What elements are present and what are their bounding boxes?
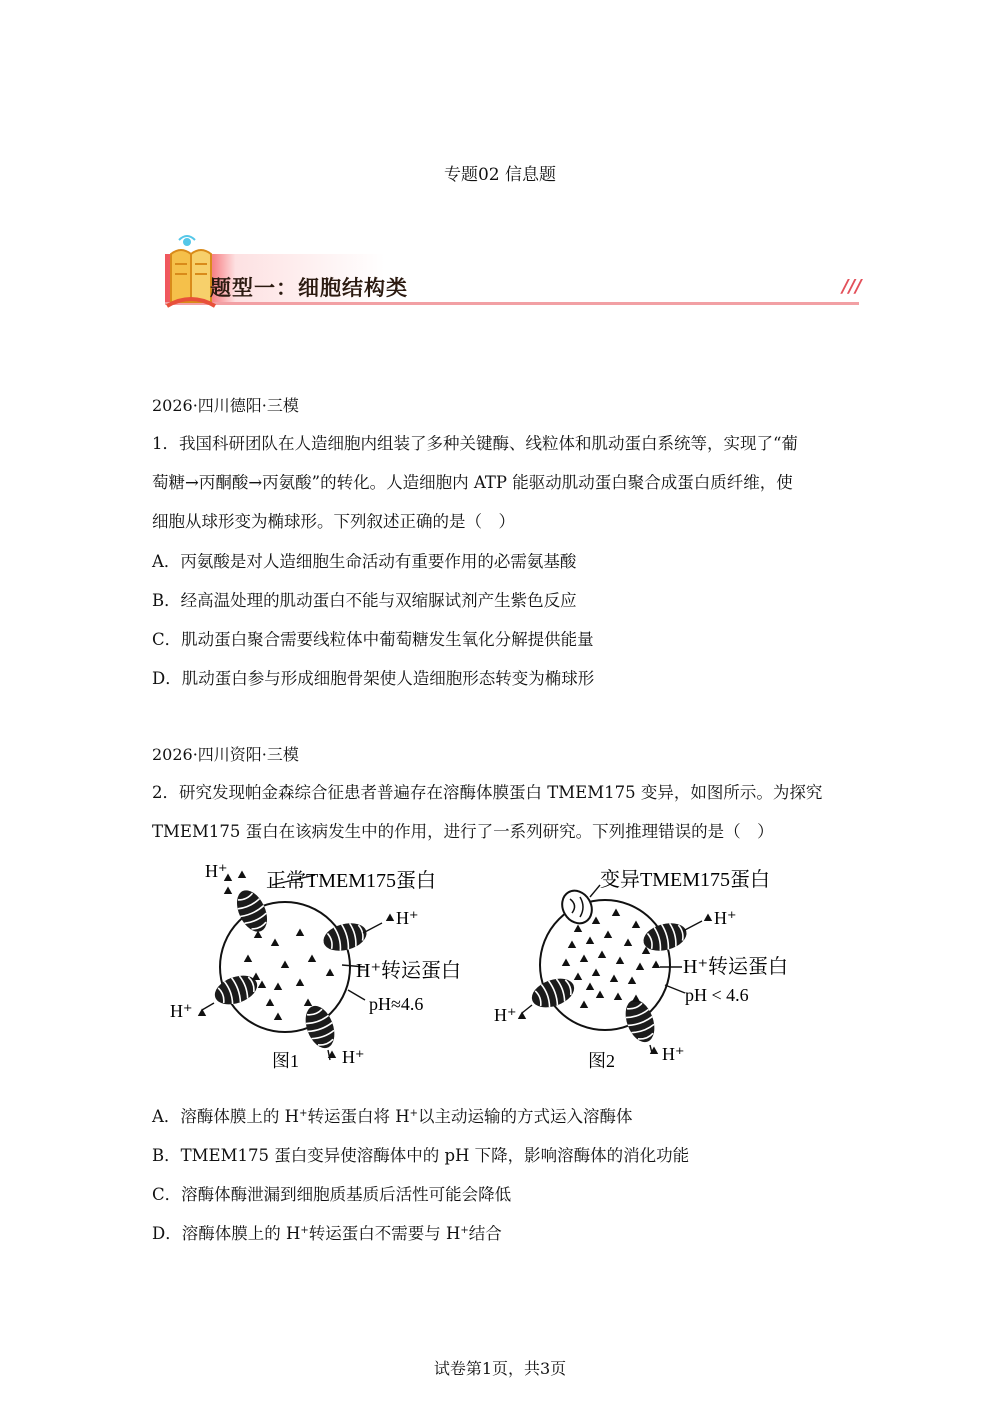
fig1-ion-top: H⁺ bbox=[205, 861, 228, 881]
q2-option-b[interactable]: B．TMEM175 蛋白变异使溶酶体中的 pH 下降，影响溶酶体的消化功能 bbox=[152, 1146, 690, 1165]
q1-option-b[interactable]: B．经高温处理的肌动蛋白不能与双缩脲试剂产生紫色反应 bbox=[152, 591, 577, 610]
fig2-ion-bottom: H⁺ bbox=[662, 1044, 685, 1064]
fig1-transporter-1 bbox=[320, 919, 369, 956]
q2-stem-line-2: TMEM175 蛋白在该病发生中的作用，进行了一系列研究。下列推理错误的是（ ） bbox=[152, 822, 774, 841]
fig1-tmem175-protein bbox=[231, 886, 273, 937]
fig2-transporter-3 bbox=[620, 996, 659, 1046]
q2-stem-line-1: 2．研究发现帕金森综合征患者普遍存在溶酶体膜蛋白 TMEM175 变异，如图所示。为探究 bbox=[152, 783, 823, 802]
figure-2 bbox=[494, 868, 788, 1071]
q2-option-c[interactable]: C．溶酶体酶泄漏到细胞质基质后活性可能会降低 bbox=[152, 1185, 512, 1204]
q1-stem-line-2: 萄糖→丙酮酸→丙氨酸”的转化。人造细胞内 ATP 能驱动肌动蛋白聚合成蛋白质纤维，使 bbox=[152, 473, 793, 492]
section-banner-title: 题型一：细胞结构类 bbox=[210, 276, 408, 300]
fig2-ph-label: pH < 4.6 bbox=[685, 985, 749, 1005]
fig1-caption: 图1 bbox=[272, 1051, 299, 1071]
fig2-ion-right: H⁺ bbox=[714, 908, 737, 928]
banner-decoration: /// bbox=[842, 276, 862, 297]
fig2-transporter-label: H⁺转运蛋白 bbox=[683, 956, 788, 978]
q1-stem-line-1: 1．我国科研团队在人造细胞内组装了多种关键酶、线粒体和肌动蛋白系统等，实现了“葡 bbox=[152, 434, 798, 453]
fig1-ion-bottom: H⁺ bbox=[342, 1047, 365, 1067]
book-icon bbox=[167, 236, 215, 306]
q1-option-c[interactable]: C．肌动蛋白聚合需要线粒体中葡萄糖发生氧化分解提供能量 bbox=[152, 630, 594, 649]
page-footer: 试卷第1页，共3页 bbox=[433, 1359, 567, 1378]
fig2-ion-left: H⁺ bbox=[494, 1005, 517, 1025]
q1-option-d[interactable]: D．肌动蛋白参与形成细胞骨架使人造细胞形态转变为椭球形 bbox=[152, 669, 595, 688]
lysosome-figure bbox=[160, 855, 850, 1075]
q1-option-a[interactable]: A．丙氨酸是对人造细胞生命活动有重要作用的必需氨基酸 bbox=[152, 552, 577, 571]
fig1-ion-left: H⁺ bbox=[170, 1001, 193, 1021]
q1-source: 2026·四川德阳·三模 bbox=[152, 396, 299, 415]
q2-option-a[interactable]: A．溶酶体膜上的 H+转运蛋白将 H+以主动运输的方式运入溶酶体 bbox=[152, 1107, 633, 1126]
fig2-protein-label: 变异TMEM175蛋白 bbox=[600, 869, 770, 891]
q2-source: 2026·四川资阳·三模 bbox=[152, 745, 299, 764]
fig1-ion-right: H⁺ bbox=[396, 908, 419, 928]
fig2-transporter-2 bbox=[528, 973, 578, 1012]
document-title: 专题02 信息题 bbox=[443, 165, 557, 185]
q1-stem-line-3: 细胞从球形变为椭球形。下列叙述正确的是（ ） bbox=[152, 512, 515, 531]
fig2-caption: 图2 bbox=[588, 1051, 615, 1071]
fig1-protein-label: 正常TMEM175蛋白 bbox=[266, 870, 436, 892]
fig1-transporter-2 bbox=[211, 970, 261, 1009]
fig2-mutant-tmem175-protein bbox=[556, 885, 597, 928]
fig1-transporter-label: H⁺转运蛋白 bbox=[356, 960, 461, 982]
fig1-ph-label: pH≈4.6 bbox=[369, 994, 424, 1014]
figure-1 bbox=[170, 861, 461, 1071]
q2-option-d[interactable]: D．溶酶体膜上的 H+转运蛋白不需要与 H+结合 bbox=[152, 1224, 502, 1243]
